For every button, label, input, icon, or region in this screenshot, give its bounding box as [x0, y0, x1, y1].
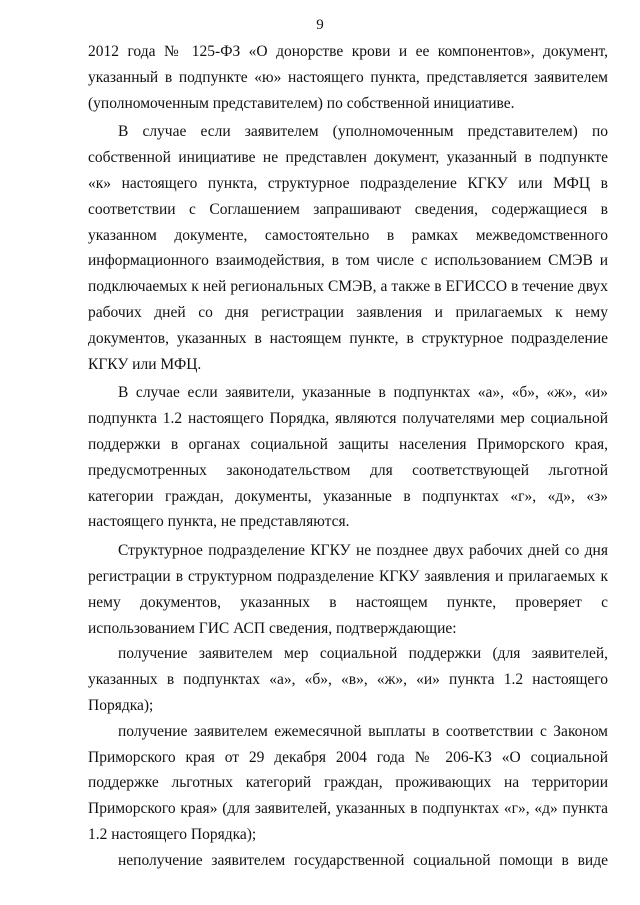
paragraph-4: Структурное подразделение КГКУ не позднее двух рабочих дней со дня регистрации в структурном подразделение КГКУ заявления и прилагаемых к нему документов, указанных в настоящем пункте, проверяет с использованием ГИС АСП сведения, подтверждающие:: [88, 542, 608, 637]
paragraph-2: В случае если заявителем (уполномоченным представителем) по собственной инициативе не представлен документ, указанный в подпункте «к» настоящего пункта, структурное подразделение КГКУ или МФЦ в соответствии с Соглашением запрашивают сведения, содержащиеся в указанном документе, самостоятельно в рамках межведомственного информационного взаимодействия, в том числе с использованием СМЭВ и подключаемых к ней региональных СМЭВ, а также в ЕГИССО в течение двух рабочих дней со дня регистрации заявления и прилагаемых к нему документов, указанных в настоящем пункте, в структурное подразделение КГКУ или МФЦ.: [88, 123, 608, 373]
paragraph-1: 2012 года № 125-ФЗ «О донорстве крови и ее компонентов», документ, указанный в подпункте «ю» настоящего пункта, представляется заявителем (уполномоченным представителем) по собственной инициативе.: [88, 43, 608, 112]
paragraph-7: неполучение заявителем государственной социальной помощи в виде: [118, 851, 608, 869]
page-number: 9: [316, 17, 324, 33]
paragraph-6: получение заявителем ежемесячной выплаты в соответствии с Законом Приморского края от 29 декабря 2004 года № 206-КЗ «О социальной поддержке льготных категорий граждан, проживающих на территории Приморского края» (для заявителей, указанных в подпунктах «г», «д» пункта 1.2 настоящего Порядка);: [88, 722, 608, 843]
paragraph-3: В случае если заявители, указанные в подпунктах «а», «б», «ж», «и» подпункта 1.2 настоящего Порядка, являются получателями мер социальной поддержки в органах социальной защиты населения Приморского края, предусмотренных законодательством для соответствующей льготной категории граждан, документы, указанные в подпунктах «г», «д», «з» настоящего пункта, не представляются.: [88, 384, 608, 531]
paragraph-5: получение заявителем мер социальной поддержки (для заявителей, указанных в подпунктах «а», «б», «в», «ж», «и» пункта 1.2 настоящего Порядка);: [88, 645, 608, 714]
document-body: [88, 39, 608, 874]
